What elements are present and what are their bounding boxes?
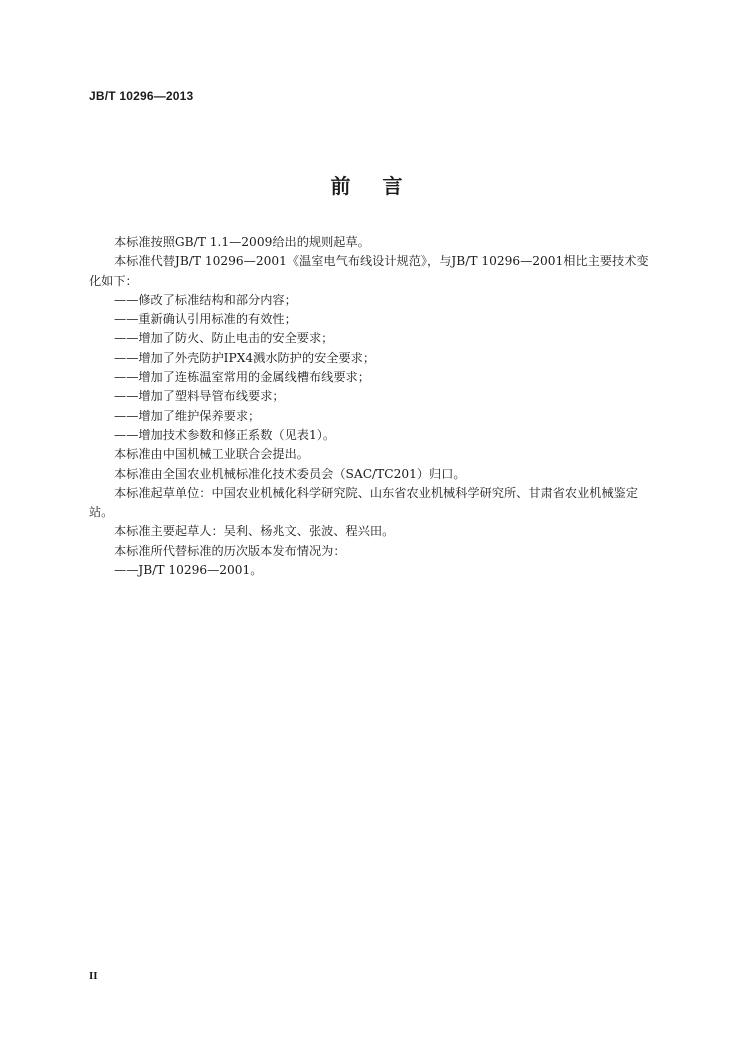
paragraph-replacement: 本标准代替JB/T 10296—2001《温室电气布线设计规范》，与JB/T 10296—2001相比主要技术变化如下：	[89, 254, 649, 288]
dash-mark: ——	[114, 331, 139, 346]
list-item	[89, 310, 659, 329]
list-item	[89, 387, 659, 406]
dash-mark: ——	[114, 408, 139, 423]
dash-mark: ——	[114, 312, 139, 327]
list-item	[89, 426, 659, 445]
change-item-text: 增加了塑料导管布线要求；	[138, 389, 285, 404]
paragraph-committee: 本标准由全国农业机械标准化技术委员会（SAC/TC201）归口。	[114, 466, 466, 481]
dash-mark: ——	[114, 563, 139, 578]
change-item-text: 增加了外壳防护IPX4溅水防护的安全要求；	[138, 350, 376, 365]
paragraph-drafting-rules: 本标准按照GB/T 1.1—2009给出的规则起草。	[114, 235, 370, 249]
paragraph-drafting-units: 本标准起草单位：中国农业机械化科学研究院、山东省农业机械科学研究所、甘肃省农业机械鉴定站。	[89, 485, 639, 520]
list-item	[89, 561, 659, 580]
dash-mark: ——	[114, 292, 139, 307]
dash-mark: ——	[114, 389, 139, 404]
list-item	[89, 407, 659, 426]
change-item-text: 增加技术参数和修正系数（见表1）。	[138, 427, 336, 442]
history-item-text: JB/T 10296—2001。	[138, 563, 263, 578]
page-number: II	[89, 970, 98, 982]
paragraph-history-intro: 本标准所代替标准的历次版本发布情况为：	[114, 543, 346, 558]
change-item-text: 增加了防火、防止电击的安全要求；	[138, 331, 334, 346]
change-item-text: 增加了维护保养要求；	[138, 408, 261, 423]
list-item	[89, 329, 659, 348]
standard-code-header: JB/T 10296—2013	[89, 89, 194, 103]
change-item-text: 重新确认引用标准的有效性；	[138, 312, 297, 327]
list-item	[89, 349, 659, 368]
dash-mark: ——	[114, 370, 139, 385]
page-title: 前言	[330, 174, 435, 198]
paragraph-drafters: 本标准主要起草人：吴利、杨兆文、张波、程兴田。	[114, 524, 395, 539]
paragraph-proposer: 本标准由中国机械工业联合会提出。	[114, 447, 309, 462]
list-item	[89, 291, 659, 310]
list-item	[89, 368, 659, 387]
foreword-body	[89, 233, 659, 580]
change-item-text: 增加了连栋温室常用的金属线槽布线要求；	[138, 370, 370, 385]
dash-mark: ——	[114, 350, 139, 365]
change-item-text: 修改了标准结构和部分内容；	[138, 292, 297, 307]
dash-mark: ——	[114, 427, 139, 442]
